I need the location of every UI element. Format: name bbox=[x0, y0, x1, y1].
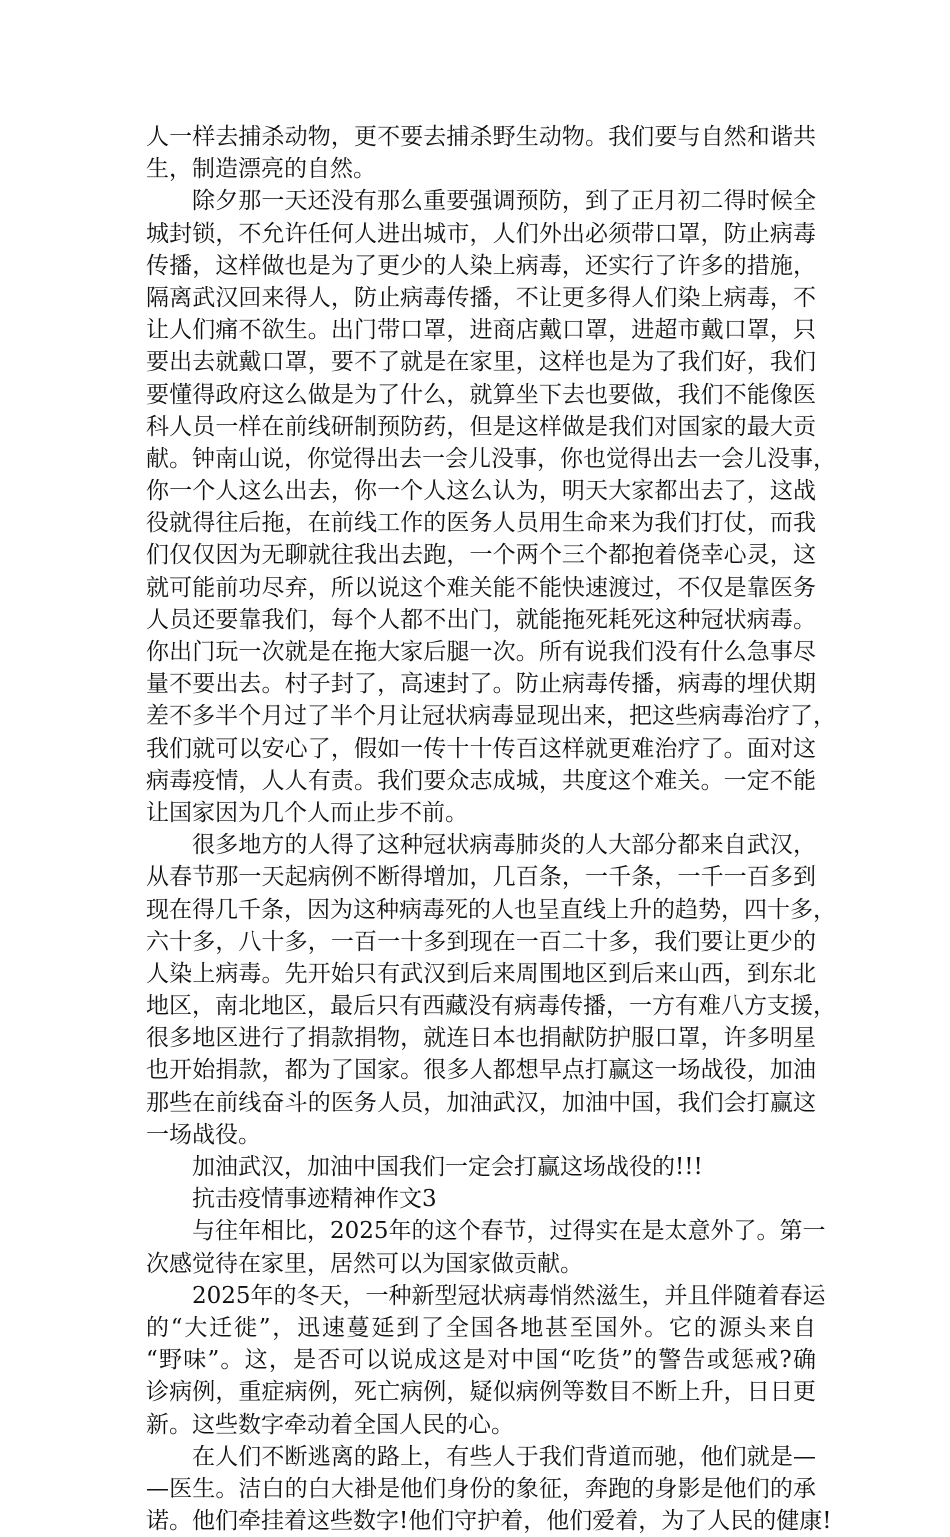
text-line: 加油武汉，加油中国我们一定会打赢这场战役的!!! bbox=[192, 1154, 703, 1180]
text-line: 让人们痛不欲生。出门带口罩，进商店戴口罩，进超市戴口罩，只 bbox=[146, 317, 816, 344]
text-line: 在人们不断逃离的路上，有些人于我们背道而驰，他们就是— bbox=[192, 1443, 816, 1470]
text-line: 六十多，八十多，一百一十多到现在一百二十多，我们要让更少的 bbox=[146, 928, 816, 955]
text-line: 诊病例，重症病例，死亡病例，疑似病例等数目不断上升，日日更 bbox=[146, 1379, 816, 1406]
text-line: 地区，南北地区，最后只有西藏没有病毒传播，一方有难八方支援， bbox=[146, 993, 836, 1020]
text-line: 那些在前线奋斗的医务人员，加油武汉，加油中国，我们会打赢这 bbox=[146, 1089, 816, 1116]
text-line: 一场战役。 bbox=[146, 1121, 261, 1148]
paragraph bbox=[146, 185, 836, 829]
text-line: 从春节那一天起病例不断得增加，几百条，一千条，一千一百多到 bbox=[146, 864, 816, 891]
text-line: 的“大迁徙”，迅速蔓延到了全国各地甚至国外。它的源头来自 bbox=[146, 1314, 816, 1341]
text-line: 传播，这样做也是为了更少的人染上病毒，还实行了许多的措施， bbox=[146, 252, 816, 279]
text-line: 要出去就戴口罩，要不了就是在家里，这样也是为了我们好，我们 bbox=[146, 349, 816, 376]
text-line: 生，制造漂亮的自然。 bbox=[146, 156, 376, 183]
text-line: 次感觉待在家里，居然可以为国家做贡献。 bbox=[146, 1250, 583, 1277]
text-line: 科人员一样在前线研制预防药，但是这样做是我们对国家的最大贡 bbox=[146, 413, 816, 440]
text-line: 抗击疫情事迹精神作文3 bbox=[192, 1186, 437, 1213]
text-line: 人染上病毒。先开始只有武汉到后来周围地区到后来山西，到东北 bbox=[146, 960, 816, 987]
text-line: 除夕那一天还没有那么重要强调预防，到了正月初二得时候全 bbox=[192, 188, 816, 215]
text-line: 城封锁，不允许任何人进出城市，人们外出必须带口罩，防止病毒 bbox=[146, 220, 816, 247]
text-line: 量不要出去。村子封了，高速封了。防止病毒传播，病毒的埋伏期 bbox=[146, 671, 816, 698]
text-line: 与往年相比，2025年的这个春节，过得实在是太意外了。第一 bbox=[192, 1218, 826, 1245]
text-line: 我们就可以安心了，假如一传十十传百这样就更难治疗了。面对这 bbox=[146, 735, 816, 762]
text-line: 也开始捐款，都为了国家。很多人都想早点打赢这一场战役，加油 bbox=[146, 1057, 816, 1084]
text-line: —医生。洁白的白大褂是他们身份的象征，奔跑的身影是他们的承 bbox=[146, 1475, 816, 1502]
paragraph bbox=[146, 121, 816, 185]
paragraph bbox=[146, 1441, 832, 1537]
paragraph bbox=[146, 1215, 826, 1279]
text-line: 病毒疫情，人人有责。我们要众志成城，共度这个难关。一定不能 bbox=[146, 767, 816, 794]
text-line: 新。这些数字牵动着全国人民的心。 bbox=[146, 1411, 514, 1438]
text-line: 2025年的冬天，一种新型冠状病毒悄然滋生，并且伴随着春运 bbox=[192, 1282, 826, 1309]
text-line: 你出门玩一次就是在拖大家后腿一次。所有说我们没有什么急事尽 bbox=[146, 639, 816, 665]
text-line: 要懂得政府这么做是为了什么，就算坐下去也要做，我们不能像医 bbox=[146, 381, 816, 408]
text-line: 诺。他们牵挂着这些数字!他们守护着，他们爱着，为了人民的健康! bbox=[146, 1508, 832, 1535]
text-line: 你一个人这么出去，你一个人这么认为，明天大家都出去了，这战 bbox=[146, 478, 816, 505]
text-line: 很多地区进行了捐款捐物，就连日本也捐献防护服口罩，许多明星 bbox=[146, 1025, 816, 1052]
text-line: 献。钟南山说，你觉得出去一会儿没事，你也觉得出去一会儿没事， bbox=[146, 445, 836, 472]
text-line: “野味”。这，是否可以说成这是对中国“吃货”的警告或惩戒?确 bbox=[146, 1347, 816, 1374]
paragraph bbox=[146, 1280, 826, 1441]
text-line: 现在得几千条，因为这种病毒死的人也呈直线上升的趋势，四十多， bbox=[146, 896, 836, 923]
text-line: 很多地方的人得了这种冠状病毒肺炎的人大部分都来自武汉， bbox=[192, 832, 816, 859]
text-line: 人员还要靠我们，每个人都不出门，就能拖死耗死这种冠状病毒。 bbox=[146, 606, 816, 633]
text-line: 隔离武汉回来得人，防止病毒传播，不让更多得人们染上病毒，不 bbox=[146, 284, 816, 311]
text-line: 就可能前功尽弃，所以说这个难关能不能快速渡过，不仅是靠医务 bbox=[146, 574, 816, 601]
text-line: 们仅仅因为无聊就往我出去跑，一个两个三个都抱着侥幸心灵，这 bbox=[146, 542, 816, 569]
document-body bbox=[146, 121, 836, 1537]
paragraph bbox=[146, 1183, 816, 1215]
paragraph bbox=[146, 1151, 816, 1183]
text-line: 差不多半个月过了半个月让冠状病毒显现出来，把这些病毒治疗了， bbox=[146, 703, 836, 730]
paragraph bbox=[146, 829, 836, 1151]
text-line: 让国家因为几个人而止步不前。 bbox=[146, 799, 468, 826]
text-line: 人一样去捕杀动物，更不要去捕杀野生动物。我们要与自然和谐共 bbox=[146, 124, 816, 150]
text-line: 役就得往后拖，在前线工作的医务人员用生命来为我们打仗，而我 bbox=[146, 510, 816, 537]
